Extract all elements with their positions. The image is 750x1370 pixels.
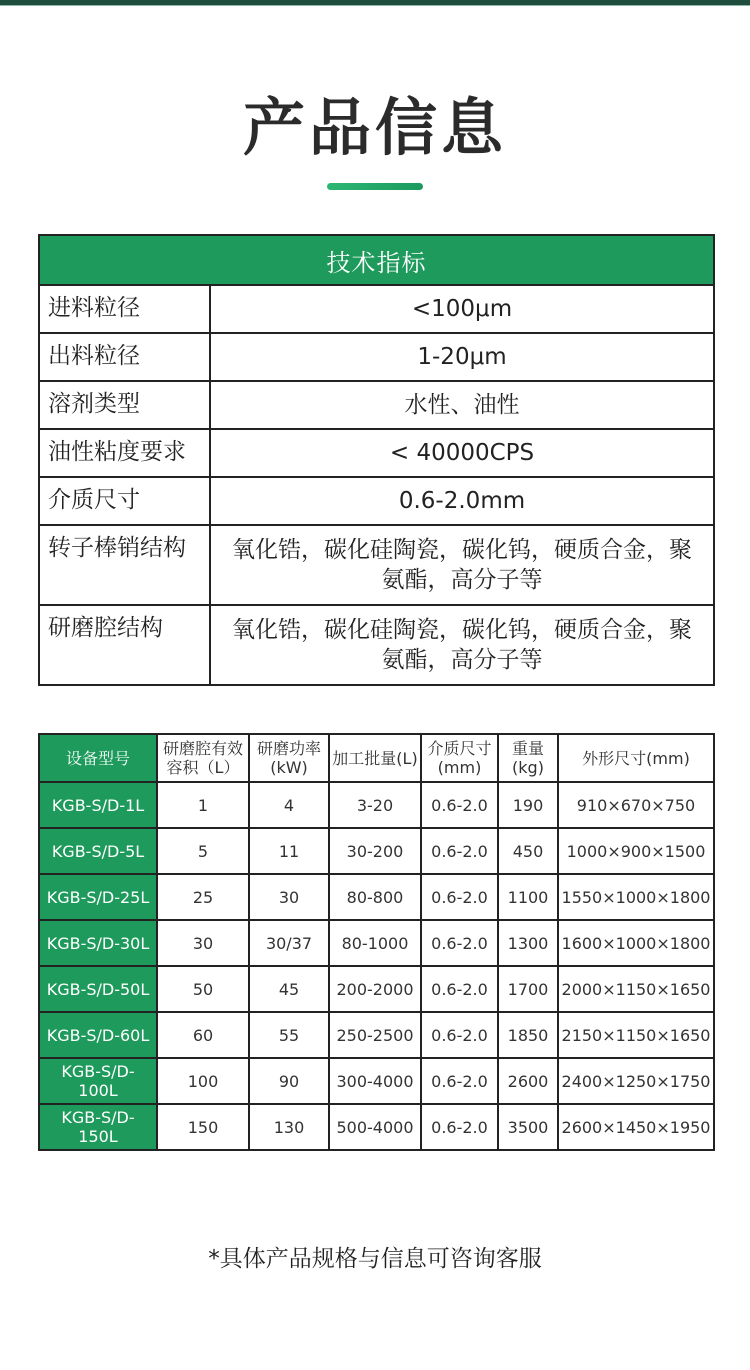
cell-dimensions: 1600×1000×1800: [558, 920, 714, 966]
cell-batch: 200-2000: [329, 966, 421, 1012]
col-header-volume: 研磨腔有效容积（L）: [157, 734, 249, 782]
spec-label: 进料粒径: [39, 285, 210, 333]
table-row: [39, 429, 714, 477]
spec-value: 氧化锆，碳化硅陶瓷，碳化钨，硬质合金，聚氨酯，高分子等: [210, 525, 714, 605]
cell-power: 30: [249, 874, 329, 920]
cell-weight: 190: [498, 782, 558, 828]
cell-media-size: 0.6-2.0: [421, 874, 498, 920]
table-row: [39, 828, 714, 874]
col-header-dimensions: 外形尺寸(mm): [558, 734, 714, 782]
cell-dimensions: 1000×900×1500: [558, 828, 714, 874]
page-title: 产品信息: [242, 91, 507, 164]
spec-label: 溶剂类型: [39, 381, 210, 429]
cell-weight: 1700: [498, 966, 558, 1012]
spec-value: 0.6-2.0mm: [210, 477, 714, 525]
tech-specs-header: 技术指标: [39, 235, 714, 285]
cell-weight: 1850: [498, 1012, 558, 1058]
cell-dimensions: 2400×1250×1750: [558, 1058, 714, 1104]
cell-power: 45: [249, 966, 329, 1012]
cell-volume: 100: [157, 1058, 249, 1104]
cell-weight: 2600: [498, 1058, 558, 1104]
spec-label: 研磨腔结构: [39, 605, 210, 685]
cell-batch: 250-2500: [329, 1012, 421, 1058]
cell-model-name: KGB-S/D-60L: [39, 1012, 157, 1058]
cell-media-size: 0.6-2.0: [421, 782, 498, 828]
col-header-media-size: 介质尺寸(mm): [421, 734, 498, 782]
cell-power: 90: [249, 1058, 329, 1104]
cell-dimensions: 1550×1000×1800: [558, 874, 714, 920]
spec-value: 1-20μm: [210, 333, 714, 381]
cell-batch: 80-800: [329, 874, 421, 920]
cell-batch: 500-4000: [329, 1104, 421, 1150]
cell-dimensions: 910×670×750: [558, 782, 714, 828]
cell-power: 55: [249, 1012, 329, 1058]
spec-label: 油性粘度要求: [39, 429, 210, 477]
table-row: [39, 605, 714, 685]
cell-media-size: 0.6-2.0: [421, 920, 498, 966]
cell-volume: 1: [157, 782, 249, 828]
cell-batch: 80-1000: [329, 920, 421, 966]
table-row: [39, 477, 714, 525]
title-underline: [327, 183, 423, 190]
table-row: [39, 874, 714, 920]
cell-media-size: 0.6-2.0: [421, 1012, 498, 1058]
cell-media-size: 0.6-2.0: [421, 828, 498, 874]
col-header-weight: 重量(kg): [498, 734, 558, 782]
table-row: [39, 333, 714, 381]
table-row: [39, 1012, 714, 1058]
cell-dimensions: 2600×1450×1950: [558, 1104, 714, 1150]
spec-value: 水性、油性: [210, 381, 714, 429]
cell-media-size: 0.6-2.0: [421, 1058, 498, 1104]
models-table: [38, 733, 715, 1151]
spec-label: 介质尺寸: [39, 477, 210, 525]
cell-weight: 3500: [498, 1104, 558, 1150]
cell-model-name: KGB-S/D-25L: [39, 874, 157, 920]
cell-media-size: 0.6-2.0: [421, 1104, 498, 1150]
table-row: [39, 381, 714, 429]
footnote: *具体产品规格与信息可咨询客服: [208, 1246, 542, 1272]
col-header-model: 设备型号: [39, 734, 157, 782]
table-row: [39, 966, 714, 1012]
cell-power: 30/37: [249, 920, 329, 966]
table-row: [39, 1104, 714, 1150]
cell-media-size: 0.6-2.0: [421, 966, 498, 1012]
col-header-power: 研磨功率(kW): [249, 734, 329, 782]
table-row: [39, 1058, 714, 1104]
cell-dimensions: 2150×1150×1650: [558, 1012, 714, 1058]
cell-volume: 60: [157, 1012, 249, 1058]
cell-power: 4: [249, 782, 329, 828]
spec-value: 氧化锆，碳化硅陶瓷，碳化钨，硬质合金，聚氨酯，高分子等: [210, 605, 714, 685]
cell-batch: 3-20: [329, 782, 421, 828]
cell-model-name: KGB-S/D-100L: [39, 1058, 157, 1104]
cell-dimensions: 2000×1150×1650: [558, 966, 714, 1012]
cell-power: 130: [249, 1104, 329, 1150]
cell-volume: 50: [157, 966, 249, 1012]
cell-model-name: KGB-S/D-50L: [39, 966, 157, 1012]
spec-label: 出料粒径: [39, 333, 210, 381]
cell-model-name: KGB-S/D-1L: [39, 782, 157, 828]
cell-model-name: KGB-S/D-5L: [39, 828, 157, 874]
spec-value: <100μm: [210, 285, 714, 333]
col-header-batch: 加工批量(L): [329, 734, 421, 782]
table-row: [39, 525, 714, 605]
spec-label: 转子棒销结构: [39, 525, 210, 605]
table-row: [39, 782, 714, 828]
table-row: [39, 285, 714, 333]
cell-volume: 30: [157, 920, 249, 966]
cell-batch: 30-200: [329, 828, 421, 874]
cell-volume: 25: [157, 874, 249, 920]
table-row: [39, 920, 714, 966]
cell-volume: 5: [157, 828, 249, 874]
cell-power: 11: [249, 828, 329, 874]
cell-batch: 300-4000: [329, 1058, 421, 1104]
cell-model-name: KGB-S/D-150L: [39, 1104, 157, 1150]
cell-weight: 1300: [498, 920, 558, 966]
cell-model-name: KGB-S/D-30L: [39, 920, 157, 966]
tech-specs-table: [38, 234, 715, 686]
cell-weight: 450: [498, 828, 558, 874]
top-decor-line: [0, 5, 750, 6]
spec-value: < 40000CPS: [210, 429, 714, 477]
cell-volume: 150: [157, 1104, 249, 1150]
cell-weight: 1100: [498, 874, 558, 920]
